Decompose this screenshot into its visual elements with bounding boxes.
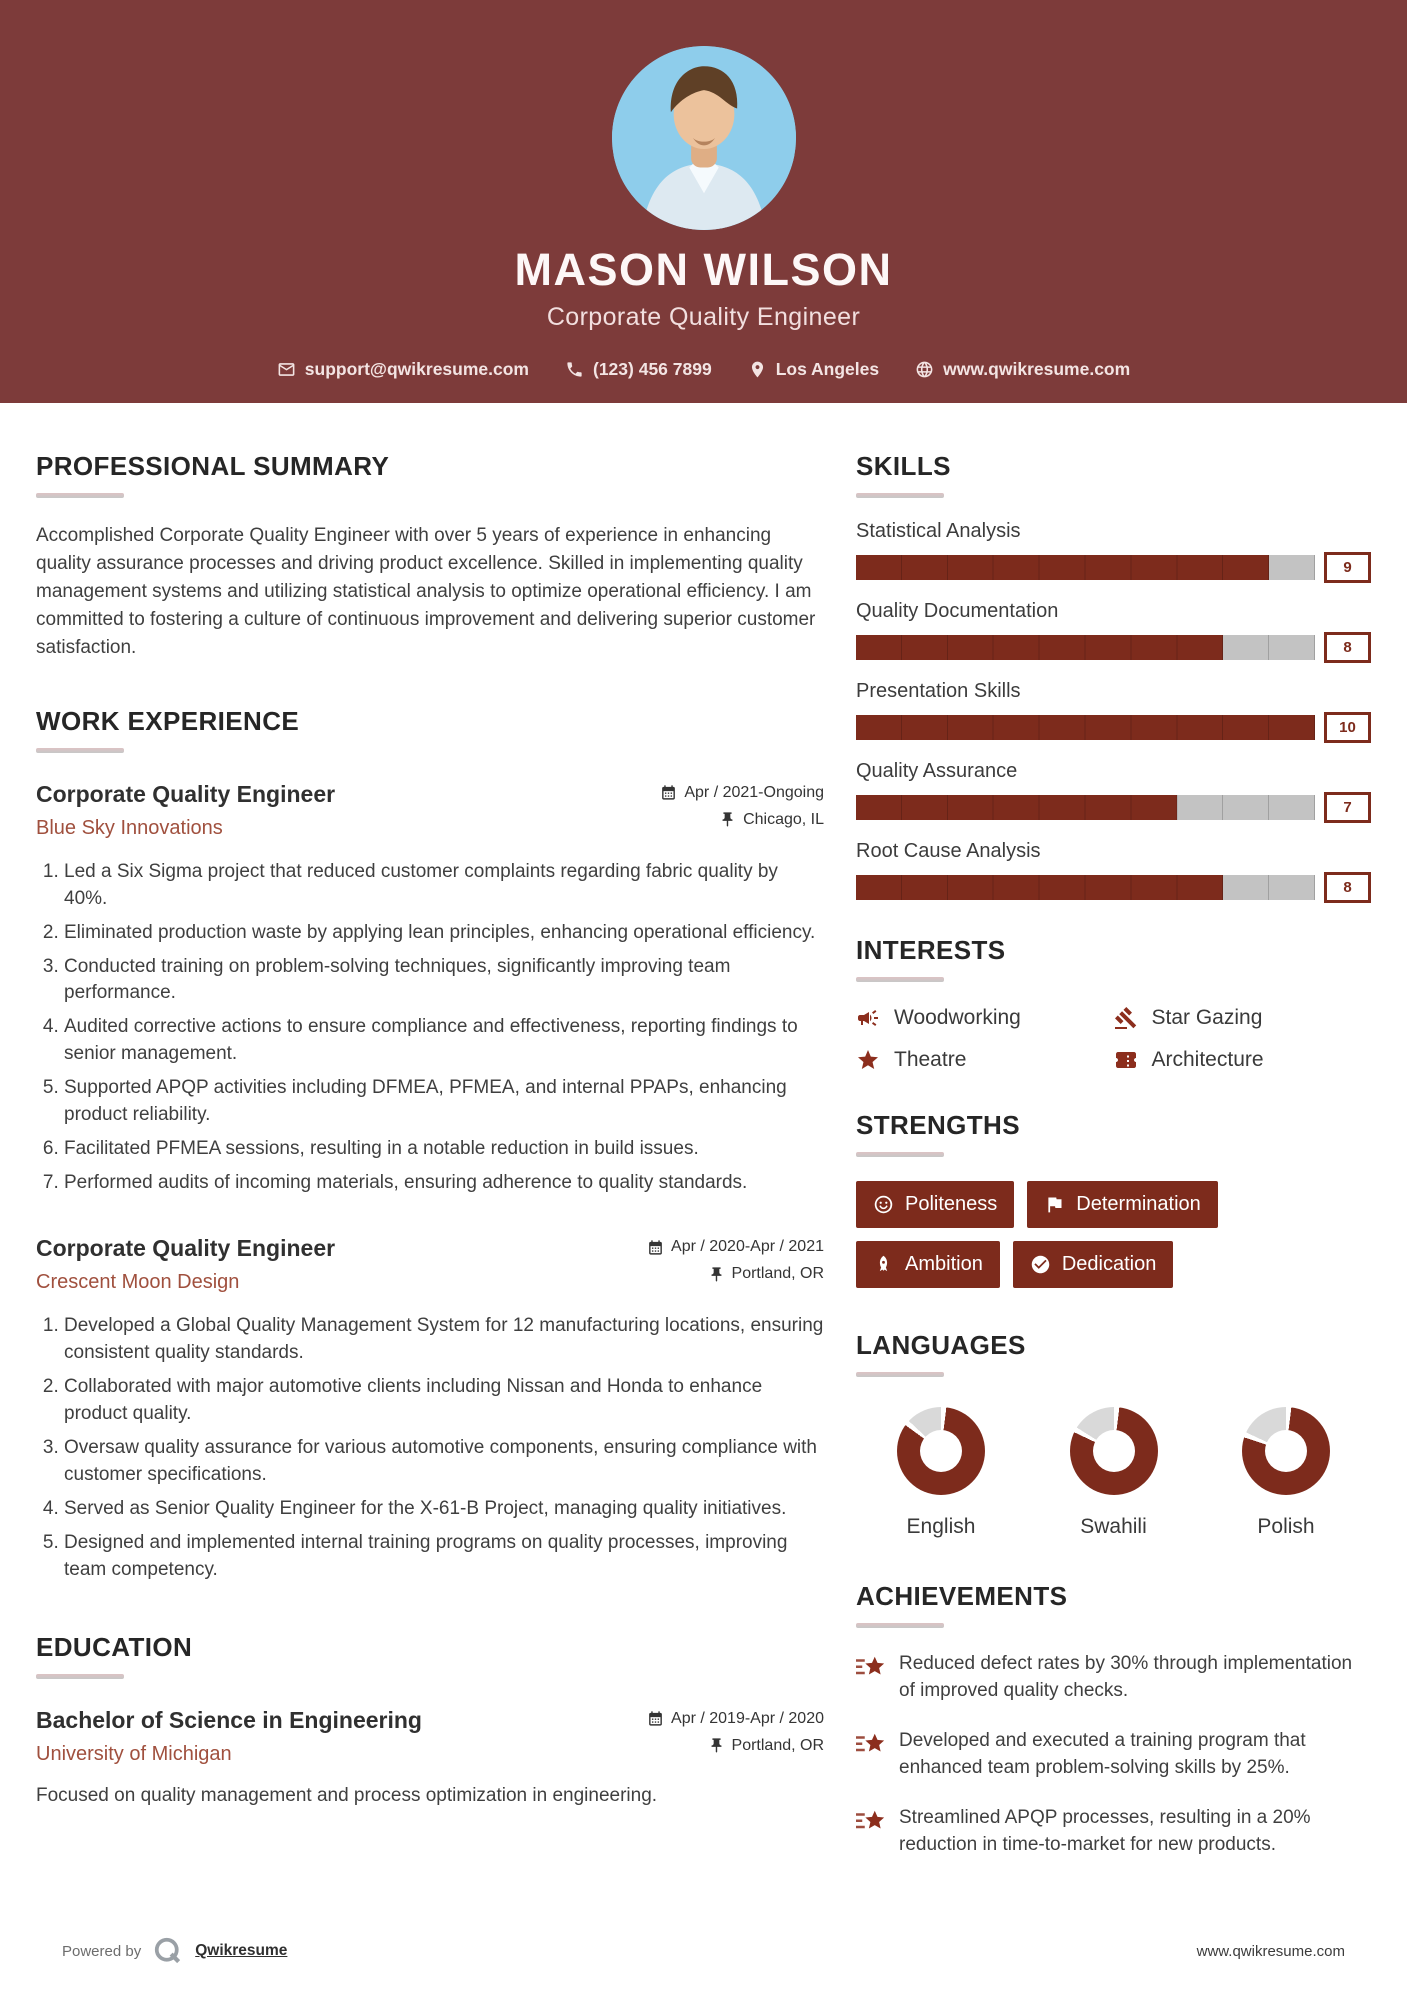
content <box>0 403 1407 1859</box>
skill-bar-track <box>856 555 1315 580</box>
heading-underline <box>36 1674 124 1679</box>
strength-label: Determination <box>1076 1193 1201 1215</box>
skill-bar <box>856 872 1371 903</box>
language-item <box>866 1407 1016 1539</box>
job-dates <box>660 784 824 802</box>
interest-grid <box>856 1006 1371 1072</box>
job-location <box>708 1265 824 1283</box>
education-title-block <box>36 1707 422 1766</box>
job-entry <box>36 781 824 1198</box>
job-header <box>36 781 824 840</box>
work-heading: WORK EXPERIENCE <box>36 705 300 736</box>
section-strengths <box>856 1110 1371 1288</box>
education-dates-text: Apr / 2019-Apr / 2020 <box>671 1709 824 1727</box>
skill-bar-fill <box>856 635 1223 660</box>
header <box>0 0 1407 403</box>
qwikresume-link[interactable]: Qwikresume <box>195 1942 288 1959</box>
heading-underline <box>856 493 944 498</box>
heading-underline <box>36 748 124 753</box>
ticket-icon <box>1114 1048 1138 1072</box>
contact-phone-text: (123) 456 7899 <box>593 359 712 379</box>
language-donut-chart <box>1070 1407 1158 1495</box>
contact-location-text: Los Angeles <box>775 359 880 379</box>
right-column <box>856 451 1371 1859</box>
job-dates-text: Apr / 2020-Apr / 2021 <box>671 1238 824 1256</box>
job-location <box>719 811 824 829</box>
qwikresume-logo <box>153 1936 183 1966</box>
contact-email[interactable] <box>277 359 529 380</box>
education-location <box>708 1737 824 1755</box>
job-location-text: Portland, OR <box>731 1265 824 1283</box>
job-bullet: 3. Conducted training on problem-solving techniques, significantly improving team performance. <box>64 954 824 1008</box>
job-bullet: 3. Oversaw quality assurance for various automotive components, ensuring compliance with customer specifications. <box>64 1435 824 1489</box>
job-bullet: 1. Developed a Global Quality Management System for 12 manufacturing locations, ensuring consistent quality standards. <box>64 1313 824 1367</box>
skill-bar-fill <box>856 795 1177 820</box>
job-bullet-list <box>36 1313 824 1584</box>
award-star-icon <box>856 1653 886 1683</box>
achievement-item <box>856 1651 1371 1705</box>
job-bullet: 5. Supported APQP activities including DFMEA, PFMEA, and internal PPAPs, enhancing product reliability. <box>64 1075 824 1129</box>
skill-bar-track <box>856 715 1315 740</box>
interest-label: Architecture <box>1151 1048 1264 1071</box>
check-circle-icon <box>1030 1254 1051 1275</box>
achievements-heading: ACHIEVEMENTS <box>856 1581 1068 1611</box>
job-dates <box>647 1238 824 1256</box>
job-bullet: 6. Facilitated PFMEA sessions, resulting in a notable reduction in build issues. <box>64 1136 824 1163</box>
strength-chip <box>1013 1241 1174 1288</box>
location-pin-icon <box>748 360 767 379</box>
job-company: Blue Sky Innovations <box>36 816 223 839</box>
heading-underline <box>856 1372 944 1377</box>
award-star-icon <box>856 1730 886 1760</box>
language-donut-chart <box>1242 1407 1330 1495</box>
powered-by <box>62 1936 287 1966</box>
person-illustration <box>612 46 796 230</box>
language-label: English <box>906 1515 976 1538</box>
calendar-icon <box>647 1239 664 1256</box>
skill-label: Presentation Skills <box>856 680 1021 702</box>
education-header <box>36 1707 824 1766</box>
profile-photo <box>612 46 796 230</box>
job-bullet: 4. Served as Senior Quality Engineer for the X-61-B Project, managing quality initiatives. <box>64 1496 824 1523</box>
education-meta <box>647 1707 824 1755</box>
contact-email-text: support@qwikresume.com <box>304 359 529 379</box>
job-bullet: 5. Designed and implemented internal training programs on quality processes, improving team competency. <box>64 1530 824 1584</box>
interest-item <box>856 1048 1114 1072</box>
skill-row <box>856 840 1371 903</box>
interest-item <box>856 1006 1114 1030</box>
degree: Bachelor of Science in Engineering <box>36 1706 422 1733</box>
award-star-icon <box>856 1807 886 1837</box>
section-work-experience <box>36 706 824 1584</box>
skill-bar <box>856 632 1371 663</box>
language-label: Polish <box>1257 1515 1315 1538</box>
strength-label: Dedication <box>1061 1253 1157 1275</box>
contact-website-text: www.qwikresume.com <box>943 359 1131 379</box>
language-charts <box>856 1407 1371 1539</box>
interest-item <box>1114 1006 1372 1030</box>
section-education <box>36 1632 824 1810</box>
skill-row <box>856 760 1371 823</box>
strength-chips <box>856 1181 1276 1288</box>
language-donut-chart <box>897 1407 985 1495</box>
interest-item <box>1114 1048 1372 1072</box>
skill-bar-fill <box>856 555 1269 580</box>
section-skills <box>856 451 1371 903</box>
achievement-item <box>856 1728 1371 1782</box>
job-bullet: 4. Audited corrective actions to ensure compliance and effectiveness, reporting findings to senior management. <box>64 1014 824 1068</box>
skill-label: Quality Assurance <box>856 760 1018 782</box>
calendar-icon <box>660 784 677 801</box>
contact-row <box>0 359 1407 380</box>
gavel-icon <box>1114 1006 1138 1030</box>
job-title-block <box>36 1235 335 1294</box>
job-location-text: Chicago, IL <box>743 810 824 828</box>
skill-score: 8 <box>1324 872 1371 903</box>
education-location-text: Portland, OR <box>731 1736 824 1754</box>
languages-heading: LANGUAGES <box>856 1330 1026 1360</box>
job-role: Corporate Quality Engineer <box>36 1235 336 1262</box>
contact-phone[interactable] <box>565 359 712 380</box>
job-bullet-list <box>36 859 824 1198</box>
skill-bar-fill <box>856 875 1223 900</box>
megaphone-icon <box>856 1006 880 1030</box>
job-bullet: 1. Led a Six Sigma project that reduced customer complaints regarding fabric quality by 40%. <box>64 859 824 913</box>
skill-row <box>856 600 1371 663</box>
pushpin-icon <box>719 811 736 828</box>
education-heading: EDUCATION <box>36 1631 193 1662</box>
strength-chip <box>1027 1181 1218 1228</box>
skill-label: Root Cause Analysis <box>856 840 1041 862</box>
summary-text: Accomplished Corporate Quality Engineer with over 5 years of experience in enhancing quality assurance processes and driving product excellence. Skilled in implementing quality management systems and utilizing statistical analysis to optimize operational efficiency. I am committed to fostering a culture of continuous improvement and delivering superior customer satisfaction. <box>36 525 816 658</box>
job-title-block <box>36 781 335 840</box>
job-dates-text: Apr / 2021-Ongoing <box>684 783 824 801</box>
skill-bar <box>856 792 1371 823</box>
candidate-name: MASON WILSON <box>514 244 893 295</box>
phone-icon <box>565 360 584 379</box>
job-bullet: 7. Performed audits of incoming materials, ensuring adherence to quality standards. <box>64 1170 824 1197</box>
smiley-icon <box>873 1194 894 1215</box>
left-column <box>36 451 824 1859</box>
interest-label: Theatre <box>894 1048 967 1071</box>
pushpin-icon <box>708 1266 725 1283</box>
heading-underline <box>856 1623 944 1628</box>
job-header <box>36 1235 824 1294</box>
interest-label: Star Gazing <box>1151 1006 1263 1029</box>
job-entry <box>36 1235 824 1584</box>
skill-bar-track <box>856 795 1315 820</box>
skill-bar-track <box>856 875 1315 900</box>
achievement-text: Developed and executed a training program that enhanced team problem-solving skills by 25%. <box>899 1729 1306 1778</box>
language-item <box>1039 1407 1189 1539</box>
job-meta <box>660 781 824 829</box>
skill-score: 8 <box>1324 632 1371 663</box>
achievement-text: Reduced defect rates by 30% through implementation of improved quality checks. <box>899 1653 1353 1701</box>
heading-underline <box>856 977 944 982</box>
heading-underline <box>856 1152 944 1157</box>
interest-label: Woodworking <box>894 1006 1021 1029</box>
skill-bar <box>856 712 1371 743</box>
skill-list <box>856 520 1371 903</box>
education-entry <box>36 1707 824 1810</box>
star-icon <box>856 1048 880 1072</box>
skill-bar <box>856 552 1371 583</box>
strength-chip <box>856 1241 1000 1288</box>
strength-chip <box>856 1181 1014 1228</box>
education-dates <box>647 1710 824 1728</box>
section-interests <box>856 935 1371 1072</box>
skill-row <box>856 680 1371 743</box>
job-bullet: 2. Eliminated production waste by applying lean principles, enhancing operational efficiency. <box>64 920 824 947</box>
skills-heading: SKILLS <box>856 451 951 481</box>
job-company: Crescent Moon Design <box>36 1271 240 1294</box>
footer-website: www.qwikresume.com <box>1196 1942 1345 1960</box>
skill-bar-fill <box>856 715 1315 740</box>
strengths-heading: STRENGTHS <box>856 1110 1020 1140</box>
mail-icon <box>277 360 296 379</box>
language-label: Swahili <box>1080 1515 1147 1538</box>
skill-row <box>856 520 1371 583</box>
footer <box>62 1936 1345 1966</box>
heading-underline <box>36 493 124 498</box>
candidate-title: Corporate Quality Engineer <box>546 303 861 331</box>
section-languages <box>856 1330 1371 1539</box>
flag-icon <box>1044 1194 1065 1215</box>
section-professional-summary <box>36 451 824 662</box>
contact-location <box>748 359 879 380</box>
pushpin-icon <box>708 1737 725 1754</box>
school: University of Michigan <box>36 1742 232 1765</box>
powered-by-label: Powered by <box>62 1942 142 1960</box>
achievement-text: Streamlined APQP processes, resulting in a 20% reduction in time-to-market for new products. <box>899 1806 1311 1855</box>
skill-label: Statistical Analysis <box>856 520 1021 542</box>
globe-icon <box>915 360 934 379</box>
skill-score: 9 <box>1324 552 1371 583</box>
achievement-item <box>856 1805 1371 1859</box>
calendar-icon <box>647 1710 664 1727</box>
job-role: Corporate Quality Engineer <box>36 780 336 807</box>
section-achievements <box>856 1581 1371 1859</box>
summary-heading: PROFESSIONAL SUMMARY <box>36 451 390 481</box>
skill-bar-track <box>856 635 1315 660</box>
strength-label: Ambition <box>905 1253 983 1275</box>
interests-heading: INTERESTS <box>856 935 1006 965</box>
contact-website[interactable] <box>915 359 1130 380</box>
education-description: Focused on quality management and process optimization in engineering. <box>36 1784 658 1806</box>
language-item <box>1211 1407 1361 1539</box>
strength-label: Politeness <box>905 1193 998 1215</box>
job-meta <box>647 1235 824 1283</box>
skill-score: 7 <box>1324 792 1371 823</box>
job-bullet: 2. Collaborated with major automotive clients including Nissan and Honda to enhance product quality. <box>64 1374 824 1428</box>
skill-label: Quality Documentation <box>856 600 1059 622</box>
rocket-icon <box>873 1254 894 1275</box>
skill-score: 10 <box>1324 712 1371 743</box>
